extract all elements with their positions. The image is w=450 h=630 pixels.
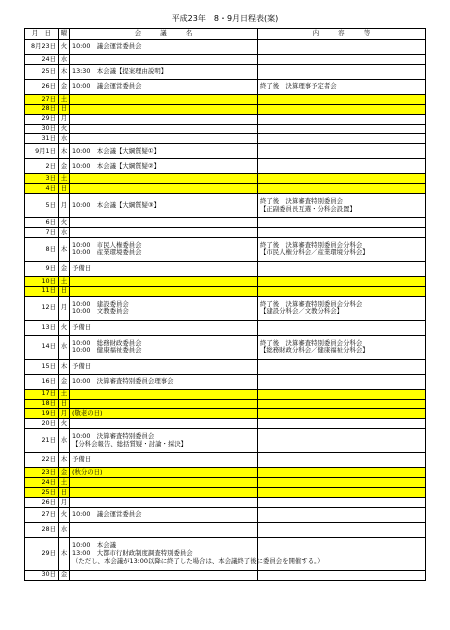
cell-notes [258,114,426,124]
cell-notes [258,478,426,488]
cell-notes [258,537,426,570]
cell-notes [258,522,426,537]
table-row [25,237,426,261]
meeting-line: 10:00 市民人権委員会 [72,240,142,249]
cell-notes [258,419,426,429]
cell-meetings [70,389,258,399]
meeting-line: 10:00 議会運営委員会 [72,82,142,91]
meeting-line: 10:00 総務財政委員会 [72,338,142,347]
table-row [25,453,426,468]
table-row [25,184,426,194]
cell-date: 9月1日 [25,144,59,159]
table-row [25,488,426,498]
cell-date: 21日 [25,429,59,453]
cell-date: 26日 [25,497,59,507]
cell-meetings [70,228,258,238]
cell-date: 23日 [25,468,59,478]
cell-meetings [70,453,258,468]
schedule-table [24,28,426,581]
cell-date: 10日 [25,276,59,286]
table-row [25,419,426,429]
cell-notes [258,104,426,114]
cell-meetings [70,79,258,94]
note-line: 【建設分科会／文教分科会】 [260,307,344,316]
cell-notes [258,399,426,409]
meeting-line: 【分科会報告、総括質疑・討論・採決】 [72,439,188,448]
cell-meetings [70,570,258,580]
cell-meetings [70,374,258,389]
cell-notes [258,488,426,498]
cell-meetings [70,218,258,228]
cell-date: 11日 [25,286,59,296]
table-row [25,134,426,144]
cell-notes [258,389,426,399]
cell-notes [258,134,426,144]
cell-day-of-week: 日 [59,286,70,296]
cell-notes [258,55,426,65]
table-header-row [25,29,426,40]
cell-date: 25日 [25,488,59,498]
cell-day-of-week: 月 [59,296,70,320]
meeting-line: 10:00 議会運営委員会 [72,510,142,519]
cell-day-of-week: 月 [59,409,70,419]
cell-notes [258,218,426,228]
table-row [25,389,426,399]
cell-meetings [70,184,258,194]
cell-notes [258,124,426,134]
table-row [25,55,426,65]
cell-date: 15日 [25,359,59,374]
cell-meetings [70,359,258,374]
cell-day-of-week: 火 [59,40,70,55]
cell-notes [258,159,426,174]
cell-date: 9日 [25,261,59,276]
cell-notes [258,94,426,104]
table-row [25,40,426,55]
cell-date: 31日 [25,134,59,144]
cell-meetings [70,507,258,522]
cell-meetings [70,194,258,218]
table-row [25,335,426,359]
cell-date: 16日 [25,374,59,389]
meeting-line: 10:00 決算審査特別委員会理事会 [72,376,174,385]
table-row [25,359,426,374]
cell-date: 3日 [25,174,59,184]
cell-notes [258,64,426,79]
cell-day-of-week: 木 [59,144,70,159]
note-line: 終了後 決算審査特別委員会分科会 [260,240,363,249]
meeting-line: 10:00 議会運営委員会 [72,42,142,51]
cell-notes [258,40,426,55]
table-row [25,409,426,419]
cell-day-of-week: 木 [59,537,70,570]
cell-notes [258,359,426,374]
table-row [25,570,426,580]
schedule-body [25,40,426,581]
note-line: 終了後 決算審査特別委員会分科会 [260,299,363,308]
table-row [25,296,426,320]
cell-day-of-week: 水 [59,429,70,453]
cell-meetings [70,399,258,409]
cell-meetings [70,468,258,478]
cell-day-of-week: 日 [59,488,70,498]
note-line: 終了後 決算審査特別委員会分科会 [260,338,363,347]
table-row [25,399,426,409]
cell-day-of-week: 月 [59,497,70,507]
meeting-line: (秋分の日) [72,467,103,476]
cell-day-of-week: 金 [59,570,70,580]
cell-date: 27日 [25,94,59,104]
header-date: 月 日 [25,29,59,40]
cell-date: 30日 [25,570,59,580]
cell-day-of-week: 水 [59,134,70,144]
note-line: 終了後 決算審査特別委員会 [260,197,344,206]
cell-notes [258,320,426,335]
table-row [25,174,426,184]
table-row [25,261,426,276]
table-row [25,194,426,218]
note-line: 【市民人権分科会／産業環境分科会】 [260,248,369,257]
cell-meetings [70,522,258,537]
cell-notes [258,286,426,296]
meeting-line: 10:00 本会議【大綱質疑②】 [72,161,161,170]
meeting-line: （ただし、本会議が13:00以降に終了した場合は、本会議終了後に委員会を開催する。） [72,556,324,565]
table-row [25,286,426,296]
cell-notes [258,194,426,218]
meeting-line: 予備日 [72,361,92,370]
cell-notes [258,570,426,580]
cell-meetings [70,429,258,453]
cell-notes [258,507,426,522]
cell-day-of-week: 土 [59,174,70,184]
cell-meetings [70,478,258,488]
cell-day-of-week: 木 [59,64,70,79]
cell-meetings [70,64,258,79]
table-row [25,276,426,286]
table-row [25,218,426,228]
cell-day-of-week: 木 [59,237,70,261]
cell-meetings [70,537,324,570]
cell-meetings [70,497,258,507]
table-row [25,114,426,124]
cell-notes [258,497,426,507]
cell-date: 28日 [25,104,59,114]
cell-day-of-week: 土 [59,276,70,286]
cell-day-of-week: 木 [59,453,70,468]
meeting-line: 13:00 大都市行財政制度調査特別委員会 [72,549,193,558]
cell-day-of-week: 金 [59,374,70,389]
cell-date: 18日 [25,399,59,409]
cell-notes [258,468,426,478]
cell-day-of-week: 火 [59,124,70,134]
cell-date: 4日 [25,184,59,194]
cell-day-of-week: 木 [59,359,70,374]
meeting-line: 10:00 決算審査特別委員会 [72,432,155,441]
cell-notes [258,237,426,261]
cell-day-of-week: 火 [59,419,70,429]
table-row [25,537,426,570]
cell-date: 13日 [25,320,59,335]
cell-date: 30日 [25,124,59,134]
cell-meetings [70,55,258,65]
cell-date: 8月23日 [25,40,59,55]
cell-date: 28日 [25,522,59,537]
cell-meetings [70,237,258,261]
cell-meetings [70,134,258,144]
cell-date: 26日 [25,79,59,94]
cell-notes [258,335,426,359]
cell-date: 17日 [25,389,59,399]
cell-date: 22日 [25,453,59,468]
cell-meetings [70,488,258,498]
cell-meetings [70,409,258,419]
meeting-line: 予備日 [72,455,92,464]
table-row [25,104,426,114]
cell-day-of-week: 土 [59,389,70,399]
note-line: 【正副委員長互選・分科会設置】 [260,204,356,213]
table-row [25,497,426,507]
cell-date: 19日 [25,409,59,419]
cell-date: 29日 [25,114,59,124]
cell-meetings [70,261,258,276]
cell-notes [258,429,426,453]
cell-notes [258,276,426,286]
cell-meetings [70,40,258,55]
table-row [25,522,426,537]
cell-notes [258,409,426,419]
cell-day-of-week: 月 [59,114,70,124]
cell-meetings [70,419,258,429]
cell-meetings [70,159,258,174]
cell-notes [258,374,426,389]
cell-date: 14日 [25,335,59,359]
cell-notes [258,296,426,320]
meeting-line: 10:00 産業環境委員会 [72,248,142,257]
cell-meetings [70,94,258,104]
cell-date: 6日 [25,218,59,228]
cell-meetings [70,276,258,286]
table-row [25,79,426,94]
cell-day-of-week: 金 [59,79,70,94]
cell-day-of-week: 水 [59,522,70,537]
meeting-line: 10:00 建設委員会 [72,299,129,308]
cell-notes [258,228,426,238]
table-row [25,429,426,453]
cell-date: 25日 [25,64,59,79]
table-row [25,228,426,238]
cell-day-of-week: 水 [59,55,70,65]
cell-day-of-week: 月 [59,194,70,218]
meeting-line: 10:00 文教委員会 [72,307,129,316]
table-row [25,478,426,488]
cell-meetings [70,174,258,184]
table-row [25,159,426,174]
table-row [25,374,426,389]
meeting-line: 10:00 本会議【大綱質疑③】 [72,200,161,209]
cell-day-of-week: 金 [59,468,70,478]
cell-notes [258,184,426,194]
cell-date: 24日 [25,55,59,65]
table-row [25,507,426,522]
cell-date: 7日 [25,228,59,238]
cell-meetings [70,286,258,296]
cell-date: 8日 [25,237,59,261]
table-row [25,468,426,478]
cell-day-of-week: 水 [59,228,70,238]
cell-date: 2日 [25,159,59,174]
cell-date: 27日 [25,507,59,522]
cell-notes [258,453,426,468]
table-row [25,124,426,134]
cell-notes [258,261,426,276]
meeting-line: (敬老の日) [72,409,103,418]
cell-meetings [70,104,258,114]
cell-day-of-week: 土 [59,478,70,488]
cell-day-of-week: 土 [59,94,70,104]
note-line: 終了後 決算理事予定者会 [260,82,337,91]
header-notes: 内 容 等 [258,29,426,40]
cell-day-of-week: 火 [59,320,70,335]
table-row [25,94,426,104]
meeting-line: 13:30 本会議【提案理由説明】 [72,67,168,76]
cell-date: 20日 [25,419,59,429]
cell-date: 29日 [25,537,59,570]
cell-day-of-week: 火 [59,218,70,228]
meeting-line: 10:00 健康福祉委員会 [72,346,142,355]
cell-notes [258,79,426,94]
cell-notes [258,144,426,159]
table-row [25,320,426,335]
cell-date: 24日 [25,478,59,488]
cell-meetings [70,124,258,134]
header-day-of-week: 曜 [59,29,70,40]
meeting-line: 予備日 [72,322,92,331]
cell-date: 12日 [25,296,59,320]
cell-meetings [70,320,258,335]
cell-day-of-week: 日 [59,104,70,114]
cell-day-of-week: 日 [59,184,70,194]
cell-day-of-week: 日 [59,399,70,409]
note-line: 【総務財政分科会／健康福祉分科会】 [260,346,369,355]
cell-day-of-week: 金 [59,159,70,174]
cell-date: 5日 [25,194,59,218]
cell-day-of-week: 金 [59,261,70,276]
meeting-line: 10:00 本会議 [72,541,116,550]
cell-meetings [70,335,258,359]
cell-day-of-week: 水 [59,335,70,359]
table-row [25,64,426,79]
cell-day-of-week: 火 [59,507,70,522]
table-row [25,144,426,159]
cell-meetings [70,144,258,159]
cell-notes [258,174,426,184]
cell-meetings [70,114,258,124]
meeting-line: 予備日 [72,264,92,273]
header-meetings: 会 議 名 [70,29,258,40]
page-title: 平成23年 8・9月日程表(案) [171,14,279,23]
meeting-line: 10:00 本会議【大綱質疑①】 [72,146,161,155]
cell-meetings [70,296,258,320]
